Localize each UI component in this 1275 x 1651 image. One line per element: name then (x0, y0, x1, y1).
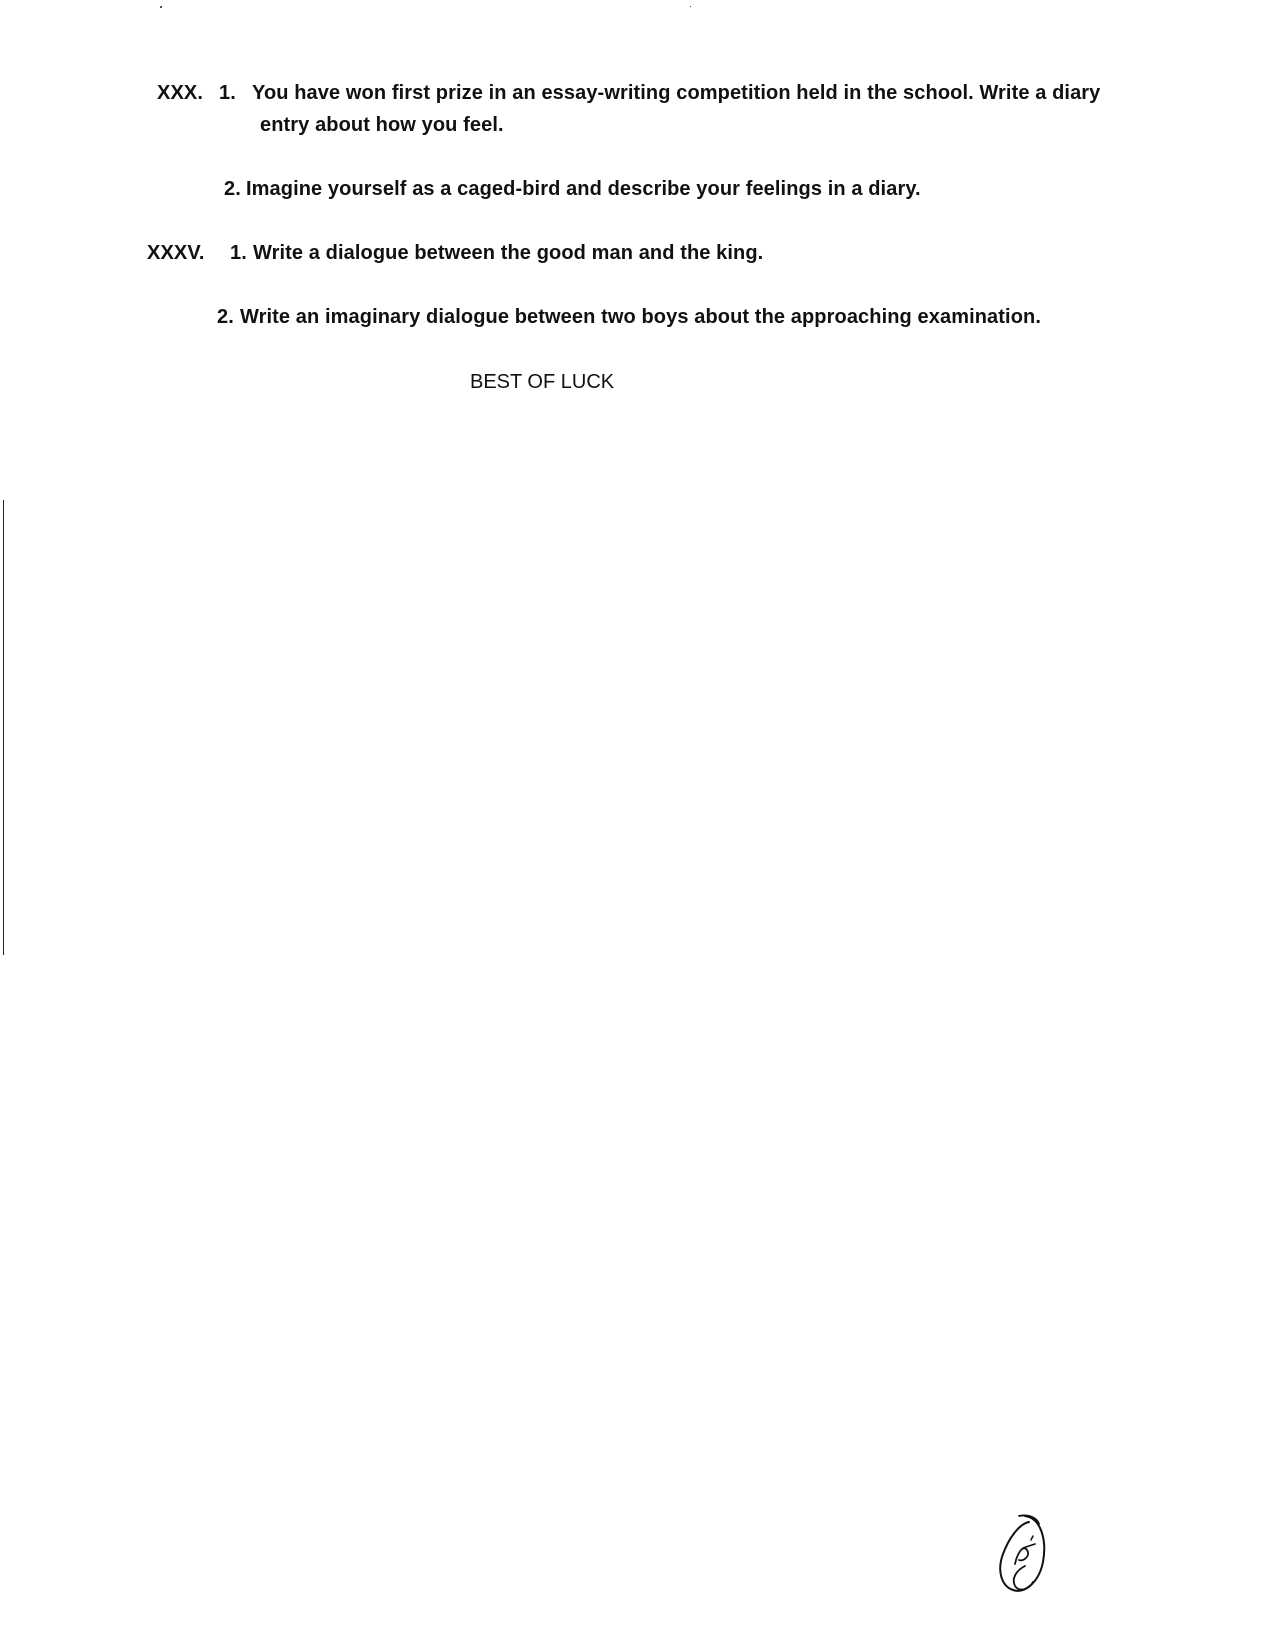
handwritten-signature-icon (995, 1510, 1055, 1600)
section-numeral-xxxv: XXXV. (147, 242, 205, 264)
scan-speck (690, 6, 691, 7)
scan-speck (160, 6, 162, 8)
closing-text: BEST OF LUCK (470, 371, 615, 393)
question-text: Imagine yourself as a caged-bird and describe your feelings in a diary. (246, 178, 921, 200)
section-numeral-xxx: XXX. (157, 82, 203, 104)
question-text-line: entry about how you feel. (260, 114, 504, 136)
question-number: 1. (219, 82, 236, 104)
question-number: 2. (224, 178, 241, 200)
question-text: Write an imaginary dialogue between two boys about the approaching examination. (240, 306, 1041, 328)
scan-edge-line (3, 500, 4, 955)
question-number: 2. (217, 306, 234, 328)
question-text-line: You have won first prize in an essay-writing competition held in the school. Write a diary (252, 82, 1101, 104)
question-number: 1. (230, 242, 247, 264)
question-text: Write a dialogue between the good man and the king. (253, 242, 764, 264)
